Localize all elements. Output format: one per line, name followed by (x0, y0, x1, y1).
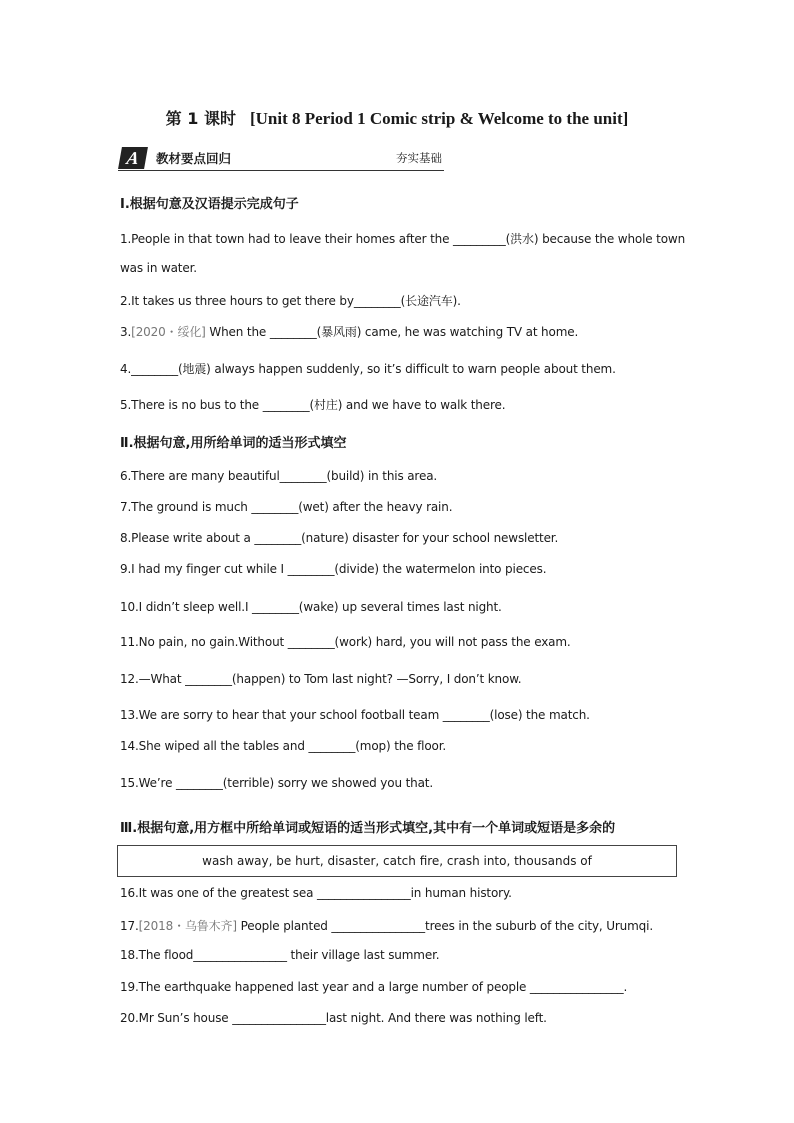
question-1-line-1: 1.People in that town had to leave their homes after the _________(洪水) because the whole town (120, 232, 686, 246)
question-3-number: 3. (120, 325, 132, 339)
question-8: 8.Please write about a ________(nature) disaster for your school newsletter. (120, 531, 559, 545)
question-14: 14.She wiped all the tables and ________(mop) the floor. (120, 739, 447, 753)
question-19: 19.The earthquake happened last year and a large number of people ________________. (120, 980, 628, 994)
question-15: 15.We’re ________(terrible) sorry we showed you that. (120, 776, 434, 790)
banner-label: 教材要点回归 (156, 151, 232, 166)
question-3 (120, 323, 680, 340)
question-12: 12.—What ________(happen) to Tom last night? —Sorry, I don’t know. (120, 672, 522, 686)
question-6: 6.There are many beautiful________(build) in this area. (120, 469, 438, 483)
banner-right-label: 夯实基础 (396, 151, 442, 165)
question-13: 13.We are sorry to hear that your school football team ________(lose) the match. (120, 708, 590, 722)
question-16: 16.It was one of the greatest sea ________________in human history. (120, 886, 512, 900)
question-17-number: 17. (120, 919, 139, 933)
question-18: 18.The flood________________ their village last summer. (120, 948, 440, 962)
question-17 (120, 917, 680, 934)
lesson-number: 第 1 课时 (165, 109, 236, 128)
question-11: 11.No pain, no gain.Without ________(work) hard, you will not pass the exam. (120, 635, 571, 649)
question-17-source: [2018・乌鲁木齐] (138, 919, 237, 933)
section-heading-2: Ⅱ.根据句意,用所给单词的适当形式填空 (120, 436, 347, 451)
question-9: 9.I had my finger cut while I ________(divide) the watermelon into pieces. (120, 562, 547, 576)
question-7: 7.The ground is much ________(wet) after the heavy rain. (120, 500, 453, 514)
unit-title: [Unit 8 Period 1 Comic strip & Welcome to the unit] (249, 109, 629, 128)
section-heading-1: Ⅰ.根据句意及汉语提示完成句子 (120, 197, 299, 212)
page-title (0, 106, 794, 129)
question-1-line-2: was in water. (120, 261, 197, 275)
question-3-text: When the ________(暴风雨) came, he was watching TV at home. (205, 325, 579, 339)
question-5: 5.There is no bus to the ________(村庄) and we have to walk there. (120, 398, 506, 412)
question-17-text: People planted ________________trees in the suburb of the city, Urumqi. (236, 919, 653, 933)
badge-a-icon: A (118, 147, 148, 169)
question-2: 2.It takes us three hours to get there by________(长途汽车). (120, 294, 461, 308)
question-3-source: [2020・绥化] (131, 325, 206, 339)
word-box: wash away, be hurt, disaster, catch fire, crash into, thousands of (117, 845, 677, 877)
question-20: 20.Mr Sun’s house ________________last night. And there was nothing left. (120, 1011, 547, 1025)
question-4: 4.________(地震) always happen suddenly, so it’s difficult to warn people about them. (120, 362, 616, 376)
section-banner (118, 144, 444, 171)
question-10: 10.I didn’t sleep well.I ________(wake) up several times last night. (120, 600, 502, 614)
section-heading-3: Ⅲ.根据句意,用方框中所给单词或短语的适当形式填空,其中有一个单词或短语是多余的 (120, 821, 616, 836)
